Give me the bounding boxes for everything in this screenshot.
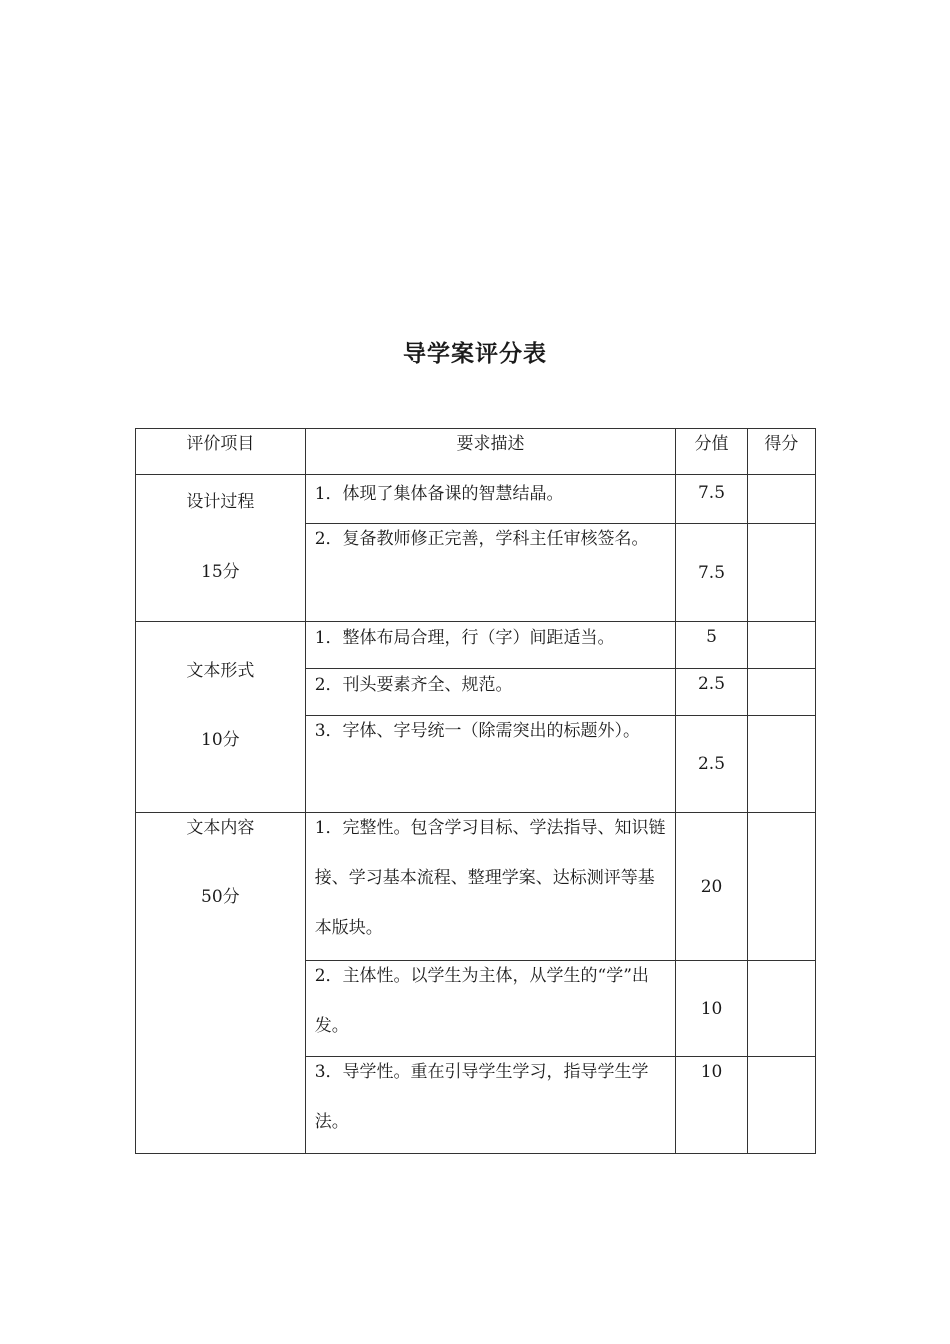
header-item: 评价项目 [136,429,306,475]
point-value: 7.5 [676,524,747,622]
point-value: 20 [676,813,747,961]
point-value: 7.5 [676,475,747,524]
score-cell[interactable] [747,475,815,524]
table-row [136,813,816,961]
section-design-process [136,475,306,622]
requirement-description: 1．整体布局合理，行（字）间距适当。 [305,622,676,669]
section-name: 文本内容 [186,818,255,838]
section-text-form [136,622,306,813]
score-cell[interactable] [747,669,815,716]
score-cell[interactable] [747,716,815,813]
point-value: 2.5 [676,716,747,813]
section-points: 10分 [201,730,240,750]
header-score: 得分 [747,429,815,475]
table-row [136,622,816,669]
header-description: 要求描述 [305,429,676,475]
requirement-description: 2．复备教师修正完善，学科主任审核签名。 [305,524,676,622]
requirement-description: 3．字体、字号统一（除需突出的标题外）。 [305,716,676,813]
page-title: 导学案评分表 [403,341,547,367]
section-name: 设计过程 [186,492,255,512]
requirement-description: 3．导学性。重在引导学生学习，指导学生学法。 [305,1057,676,1154]
scoring-table [135,428,816,1154]
point-value: 5 [676,622,747,669]
section-text-content [136,813,306,1154]
point-value: 10 [676,1057,747,1154]
score-cell[interactable] [747,961,815,1057]
score-cell[interactable] [747,813,815,961]
point-value: 2.5 [676,669,747,716]
score-cell[interactable] [747,1057,815,1154]
point-value: 10 [676,961,747,1057]
requirement-description: 2．主体性。以学生为主体，从学生的“学”出发。 [305,961,676,1057]
section-points: 50分 [201,887,240,907]
score-cell[interactable] [747,622,815,669]
requirement-description: 1．体现了集体备课的智慧结晶。 [305,475,676,524]
section-name: 文本形式 [186,661,255,681]
section-points: 15分 [201,562,240,582]
requirement-description: 2．刊头要素齐全、规范。 [305,669,676,716]
header-value: 分值 [676,429,747,475]
table-header-row [136,429,816,475]
score-cell[interactable] [747,524,815,622]
requirement-description: 1．完整性。包含学习目标、学法指导、知识链接、学习基本流程、整理学案、达标测评等基本版块。 [305,813,676,961]
